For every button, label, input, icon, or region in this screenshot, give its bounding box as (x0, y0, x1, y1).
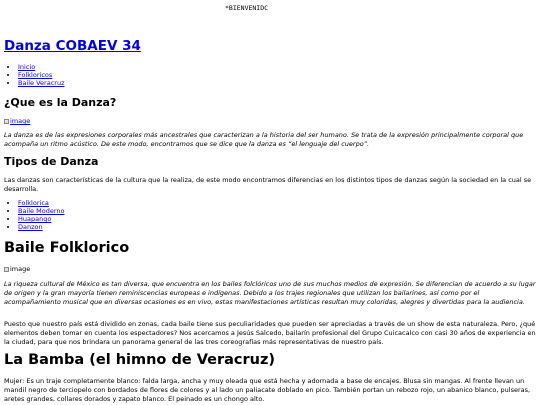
folklorico-image (4, 265, 30, 273)
site-title (4, 38, 141, 55)
list-item (18, 199, 64, 207)
bamba-text: Mujer: Es un traje completamente blanco: falda larga, ancha y muy oleada que está hecha y adornada a base de encajes. Blusa sin mangas. Al frente llevan un mandil negro de terciopelo con bordados de flores de colores y al lado un paliacate doblado en pico. También portan un rebozo rojo, un abanico blanco, pulseras, aretes grandes, collares dorados y zapato blanco. El peinado es un chongo alto. (4, 377, 531, 403)
folklorico-text-1: La riqueza cultural de México es tan diversa, que encuentra en los bailes folclóricos uno de sus muchos medios de expresión. Se diferencian de acuerdo a su lugar de origen y la gran mayoría tienen reminiscencias europeas e indígenas. Debido a los trajes regionales que utilizan los bailarines, así como por el acompañamiento musical que en diversas ocasiones es en vivo, estas manifestaciones artísticas resultan muy coloridas, alegres y divertidas para la audiencia. (4, 280, 536, 306)
nav-link-baile-veracruz[interactable]: Baile Veracruz (18, 79, 65, 87)
danza-types-list (4, 199, 64, 231)
nav-item-folkloricos (18, 71, 65, 79)
main-nav (4, 63, 65, 87)
broken-image-icon (4, 119, 9, 124)
nav-item-baile-veracruz (18, 79, 65, 87)
list-item (18, 223, 64, 231)
welcome-marquee: *BIENVENIDC (225, 4, 269, 12)
type-link-huapango[interactable]: Huapango (18, 215, 52, 223)
site-title-link[interactable]: Danza COBAEV 34 (4, 38, 141, 54)
broken-image-icon (4, 267, 9, 272)
danza-heading: ¿Que es la Danza? (4, 96, 117, 109)
danza-image[interactable] (4, 117, 30, 125)
bamba-heading: La Bamba (el himno de Veracruz) (4, 352, 276, 368)
danza-image-link[interactable]: image (10, 117, 31, 125)
list-item (18, 215, 64, 223)
folklorico-text-2: Puesto que nuestro país está dividido en zonas, cada baile tiene sus peculiaridades que pueden ser apreciadas a través de un show de esta naturaleza. Pero, ¿qué elementos deben tomar en cuenta los espectadores? Nos acercamos a Jesús Salcedo, bailarín profesional del Grupo Cuicacalco con casi 30 años de experiencia en la ciudad, para que nos brindara un panorama general de las tres coreografías más representativas de nuestro país. (4, 320, 536, 346)
tipos-heading: Tipos de Danza (4, 155, 99, 168)
folklorico-image-alt: image (10, 265, 31, 273)
list-item (18, 207, 64, 215)
type-link-baile-moderno[interactable]: Baile Moderno (18, 207, 65, 215)
folklorico-heading: Baile Folklorico (4, 240, 130, 256)
nav-link-folkloricos[interactable]: Folkloricos (18, 71, 53, 79)
nav-item-inicio (18, 63, 65, 71)
tipos-text: Las danzas son características de la cultura que la realiza, de este modo encontramos diferencias en los distintos tipos de danzas según la sociedad en la cual se desarrolla. (4, 176, 532, 193)
danza-text: La danza es de las expresiones corporales más ancestrales que caracterizan a la historia del ser humano. Se trata de la expresión principalmente corporal que acompaña un ritmo acústico. De este modo, encontramos que se dice que la danza es “el lenguaje del cuerpo”. (4, 131, 524, 148)
nav-link-inicio[interactable]: Inicio (18, 63, 36, 71)
type-link-danzon[interactable]: Danzon (18, 223, 43, 231)
type-link-folklorica[interactable]: Folklorica (18, 199, 49, 207)
